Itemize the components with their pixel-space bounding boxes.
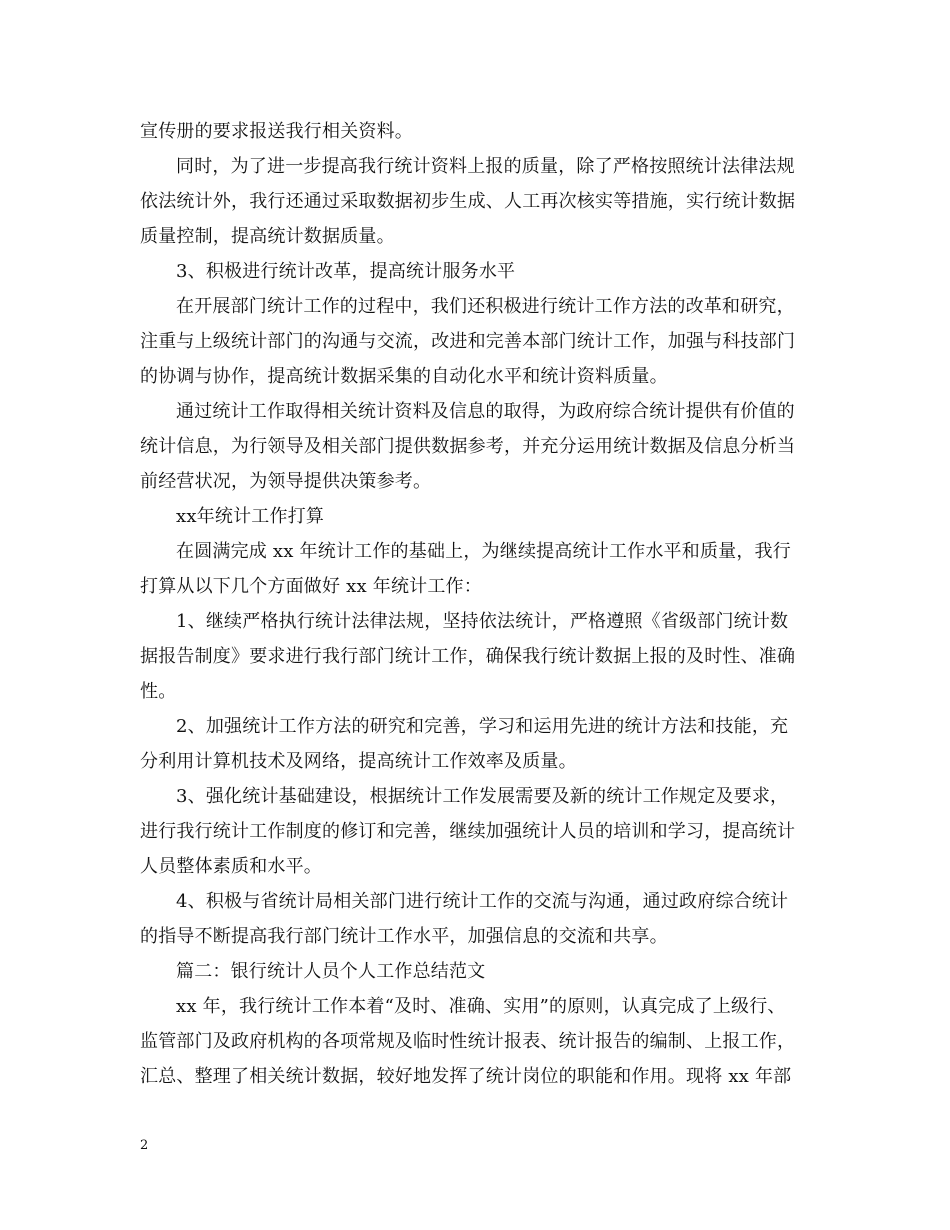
text-line: 统计信息，为行领导及相关部门提供数据参考，并充分运用统计数据及信息分析当: [140, 436, 796, 457]
section-heading: xx年统计工作打算: [176, 506, 325, 527]
text-line: 注重与上级统计部门的沟通与交流，改进和完善本部门统计工作，加强与科技部门: [140, 331, 796, 352]
document-body: [140, 114, 830, 1094]
text-line: 分利用计算机技术及网络，提高统计工作效率及质量。: [140, 751, 577, 772]
paragraph-start-line: xx 年，我行统计工作本着“及时、准确、实用”的原则，认真完成了上级行、: [176, 996, 786, 1017]
text-line: 打算从以下几个方面做好 xx 年统计工作：: [140, 576, 482, 597]
list-item-line: 1、继续严格执行统计法律法规，坚持依法统计，严格遵照《省级部门统计数: [176, 611, 789, 632]
text-line: 的协调与协作，提高统计数据采集的自动化水平和统计资料质量。: [140, 366, 668, 387]
text-line: 前经营状况，为领导提供决策参考。: [140, 471, 432, 492]
text-line: 宣传册的要求报送我行相关资料。: [140, 121, 413, 142]
text-line: 性。: [140, 681, 177, 702]
paragraph-start-line: 同时，为了进一步提高我行统计资料上报的质量，除了严格按照统计法律法规: [176, 156, 795, 177]
text-line: 依法统计外，我行还通过采取数据初步生成、人工再次核实等措施，实行统计数据: [140, 191, 796, 212]
text-line: 质量控制，提高统计数据质量。: [140, 226, 395, 247]
text-line: 汇总、整理了相关统计数据，较好地发挥了统计岗位的职能和作用。现将 xx 年部: [140, 1066, 792, 1087]
page-number: 2: [140, 1138, 149, 1153]
paragraph-start-line: 在圆满完成 xx 年统计工作的基础上，为继续提高统计工作水平和质量，我行: [176, 541, 791, 562]
list-item-line: 2、加强统计工作方法的研究和完善，学习和运用先进的统计方法和技能，充: [176, 716, 789, 737]
paragraph-start-line: 通过统计工作取得相关统计资料及信息的取得，为政府综合统计提供有价值的: [176, 401, 795, 422]
section-heading: 3、积极进行统计改革，提高统计服务水平: [176, 261, 516, 282]
list-item-line: 3、强化统计基础建设，根据统计工作发展需要及新的统计工作规定及要求，: [176, 786, 789, 807]
text-line: 进行我行统计工作制度的修订和完善，继续加强统计人员的培训和学习，提高统计: [140, 821, 796, 842]
paragraph-start-line: 在开展部门统计工作的过程中，我们还积极进行统计工作方法的改革和研究，: [176, 296, 795, 317]
text-line: 的指导不断提高我行部门统计工作水平，加强信息的交流和共享。: [140, 926, 668, 947]
text-line: 监管部门及政府机构的各项常规及临时性统计报表、统计报告的编制、上报工作，: [140, 1031, 796, 1052]
section-heading: 篇二：银行统计人员个人工作总结范文: [176, 961, 486, 982]
list-item-line: 4、积极与省统计局相关部门进行统计工作的交流与沟通，通过政府综合统计: [176, 891, 789, 912]
text-line: 据报告制度》要求进行我行部门统计工作，确保我行统计数据上报的及时性、准确: [140, 646, 796, 667]
text-line: 人员整体素质和水平。: [140, 856, 322, 877]
